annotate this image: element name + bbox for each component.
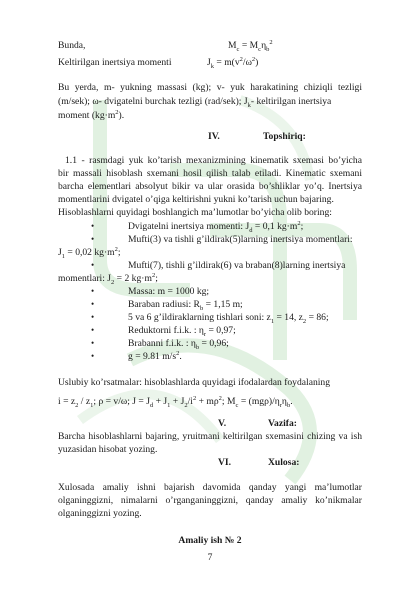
section4-number: IV.	[208, 131, 220, 142]
bullet-dot: •	[91, 351, 95, 361]
para1-line2: (m/sek); ω- dvigatelni burchak tezligi (rad/sek); $J_k-$ keltirilgan inertsiya	[58, 96, 332, 109]
bullet-drum-inertia-cont: momentlari: $J_2 = 2$ $kg\cdot m^2$;	[58, 271, 158, 286]
para1-line1: Bu yerda, m- yukning massasi (kg); v- yuk harakatining chiziqli tezligi	[58, 82, 362, 93]
conclusion-line3: olganinggizni yozing.	[58, 508, 142, 519]
task-line3: barcha elementlari absolyut bikir va ular orasida bo’shliklar yo’q. Inertsiya	[58, 181, 362, 192]
section5-number: V.	[218, 418, 227, 429]
bullet-dot: •	[91, 325, 95, 335]
task-line4: momentlarini dvigatel o’qiga keltirishni yukni ko’tarish uchun bajaring.	[58, 194, 334, 205]
task-assignment-line2: yuzasidan hisobat yozing.	[58, 444, 158, 455]
bullet-dot: •	[91, 338, 95, 348]
task-assignment-line1: Barcha hisoblashlarni bajaring, yruitmani keltirilgan sxemasini chizing va ish	[58, 431, 362, 442]
method-line: Uslubiy ko’rsatmalar: hisoblashlarda quyidagi ifodalardan foydalaning	[58, 377, 331, 388]
bullet-dot: •	[91, 221, 95, 231]
bullet-dot: •	[91, 260, 95, 270]
jk-formula: $J_k = m(v^2/\omega^2)$	[207, 55, 259, 70]
bullet-dot: •	[91, 286, 95, 296]
mc-formula: $M_c = M_c\eta_b^2$	[228, 38, 273, 53]
bullet-drum-radius: Baraban radiusi: $R_b = 1,15$ m;	[128, 299, 243, 312]
bullet-dot: •	[91, 299, 95, 309]
bullet-drum-eff: Brabanni f.i.k. : $\eta_b = 0,96$;	[128, 338, 229, 351]
task-line2: bir massali hisoblash sxemani hosil qilish talab etiladi. Kinematic sxemani	[58, 168, 362, 179]
bullet-reducer-eff: Reduktorni f.i.k. : $\eta_r = 0,97$;	[128, 325, 236, 338]
conclusion-line1: Xulosada amaliy ishni bajarish davomida qanday yangi ma’lumotlar	[58, 482, 362, 493]
para1-line3: moment $(kg\cdot m^2)$.	[58, 108, 125, 121]
bullet-gravity: g = 9.81 $m/s^2$.	[128, 349, 182, 362]
formula-line: $i = z_2 / z_1$; ρ = v/ω; $J = J_d + J_1 + J_2/i^2 + m\rho^2$; $M_c = (mg\rho)/\eta_r\eta_b$.	[58, 394, 293, 409]
section5-title: Vazifa:	[268, 418, 297, 429]
bullet-coupling-inertia-cont: $J_1 = 0,02$ $kg\cdot m^2$;	[58, 245, 121, 260]
bullet-motor-inertia: Dvigatelni inertsiya momenti: $J_d = 0,1$ $kg\cdot m^2$;	[128, 219, 304, 234]
bullet-teeth: 5 va 6 g’ildiraklarning tishlari soni: $z_1 = 14$, $z_2 = 86$;	[128, 312, 329, 325]
task-line1: 1.1 - rasmdagi yuk ko’tarish mexanizmining kinematik sxemasi bo’yicha	[65, 155, 362, 166]
bullet-coupling-inertia: Mufti(3) va tishli g’ildirak(5)larning inertsiya momentlari:	[128, 234, 353, 245]
bunda-label: Bunda,	[58, 40, 86, 51]
section6-title: Xulosa:	[268, 457, 300, 468]
bullet-dot: •	[91, 312, 95, 322]
conclusion-line2: olganinggizni, nimalarni o’rganganinggizni, qanday amaliy ko’nikmalar	[58, 495, 362, 506]
task-line5: Hisoblashlarni quyidagi boshlangich ma’lumotlar bo’yicha olib boring:	[58, 207, 332, 218]
bullet-drum-inertia: Mufti(7), tishli g’ildirak(6) va braban(8)larning inertsiya	[128, 260, 346, 271]
bullet-mass: Massa: m = 1000 kg;	[128, 286, 210, 297]
page-number: 7	[207, 552, 213, 563]
bullet-dot: •	[91, 234, 95, 244]
section4-title: Topshiriq:	[263, 131, 306, 142]
inertia-label: Keltirilgan inertsiya momenti	[58, 57, 172, 68]
section6-number: VI.	[218, 457, 232, 468]
next-work-title: Amaliy ish № 2	[178, 535, 242, 546]
